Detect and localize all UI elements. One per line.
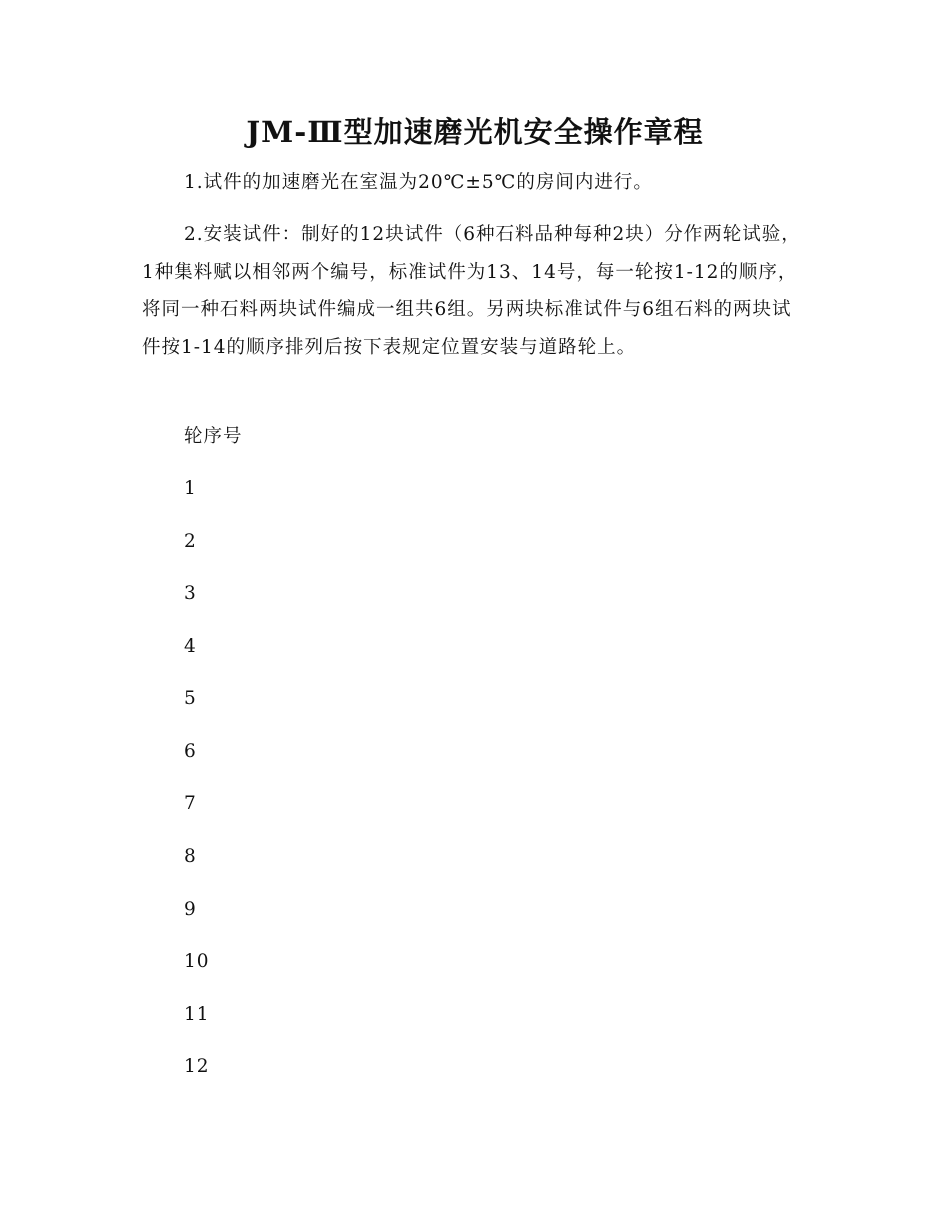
table-row: 6 (184, 741, 197, 762)
table-row: 5 (184, 688, 197, 709)
table-row: 12 (184, 1056, 210, 1077)
document-title: JM-Ⅲ型加速磨光机安全操作章程 (246, 115, 704, 149)
table-row: 2 (184, 531, 197, 552)
table-row: 1 (184, 478, 197, 499)
table-header-wheel-number: 轮序号 (184, 426, 243, 447)
table-row: 9 (184, 899, 197, 920)
table-row: 4 (184, 636, 197, 657)
paragraph-2: 2.安装试件：制好的12块试件（6种石料品种每种2块）分作两轮试验，1种集料赋以相邻两个编号，标准试件为13、14号，每一轮按1-12的顺序，将同一种石料两块试件编成一组共6组。另两块标准试件与6组石料的两块试件按1-14的顺序排列后按下表规定位置安装与道路轮上。 (142, 224, 801, 358)
paragraph-1: 1.试件的加速磨光在室温为20℃±5℃的房间内进行。 (184, 172, 653, 193)
table-row: 7 (184, 793, 197, 814)
table-row: 8 (184, 846, 197, 867)
table-row: 3 (184, 583, 197, 604)
table-row: 11 (184, 1004, 210, 1025)
table-row: 10 (184, 951, 210, 972)
